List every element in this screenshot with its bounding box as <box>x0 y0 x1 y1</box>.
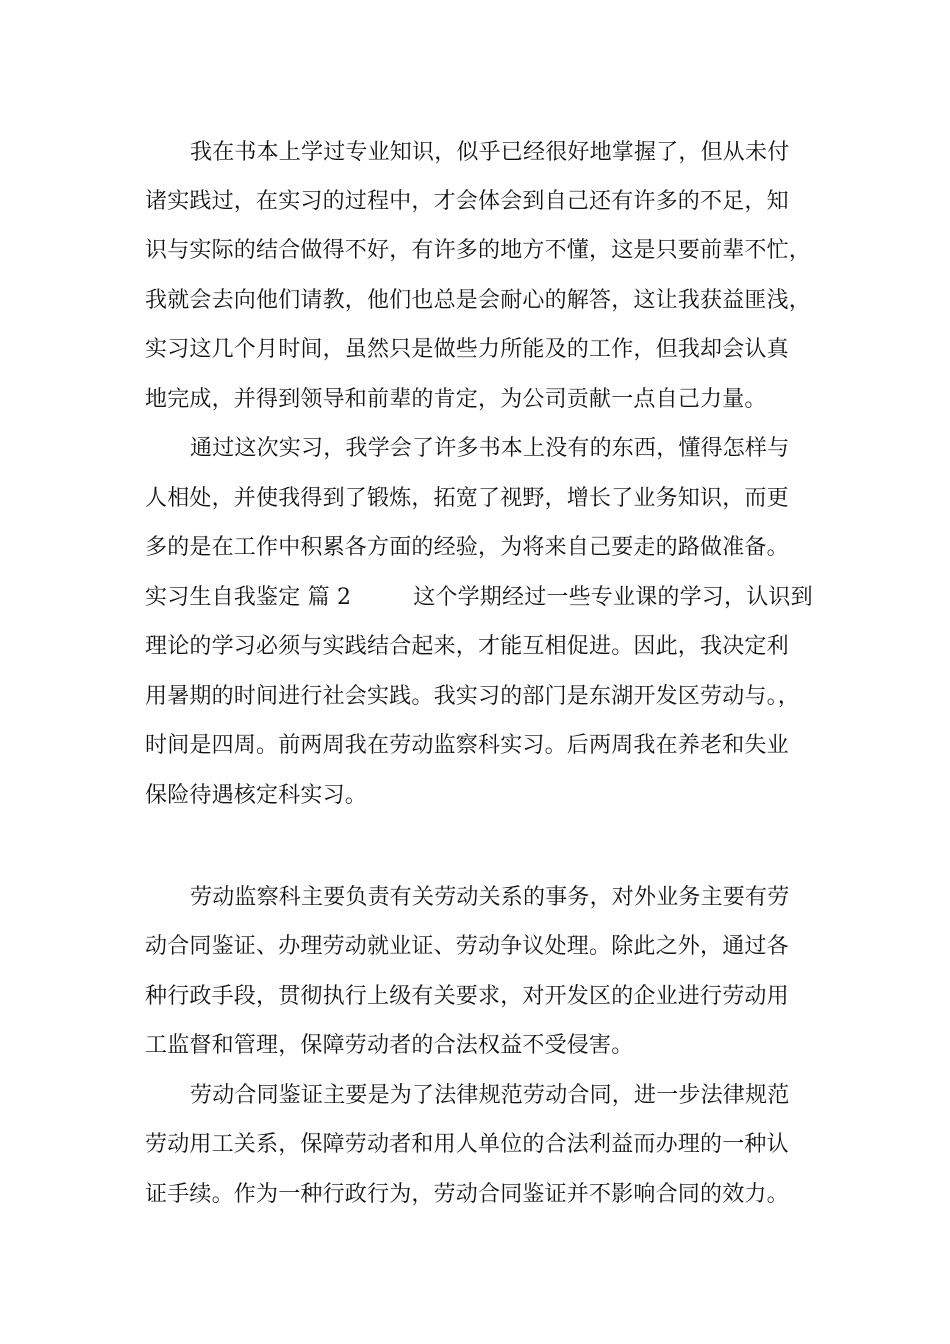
paragraph-5-line-2: 劳动用工关系，保障劳动者和用人单位的合法利益而办理的一种认 <box>145 1132 789 1157</box>
paragraph-4-line-2: 动合同鉴证、办理劳动就业证、劳动争议处理。除此之外，通过各 <box>145 934 789 959</box>
paragraph-1-line-3: 识与实际的结合做得不好，有许多的地方不懂，这是只要前辈不忙， <box>145 238 812 263</box>
paragraph-5-line-1: 劳动合同鉴证主要是为了法律规范劳动合同，进一步法律规范 <box>190 1083 790 1108</box>
paragraph-2-line-3: 多的是在工作中积累各方面的经验，为将来自己要走的路做准备。 <box>145 535 789 560</box>
paragraph-1-line-4: 我就会去向他们请教，他们也总是会耐心的解答，这让我获益匪浅， <box>145 288 812 313</box>
paragraph-1-line-2: 诸实践过，在实习的过程中，才会体会到自己还有许多的不足，知 <box>145 189 789 214</box>
paragraph-2-line-2: 人相处，并使我得到了锻炼，拓宽了视野，增长了业务知识，而更 <box>145 486 789 511</box>
section-heading-line <box>145 584 813 612</box>
paragraph-4-line-4: 工监督和管理，保障劳动者的合法权益不受侵害。 <box>145 1033 634 1058</box>
paragraph-1-line-5: 实习这几个月时间，虽然只是做些力所能及的工作，但我却会认真 <box>145 337 789 362</box>
paragraph-2-line-1: 通过这次实习，我学会了许多书本上没有的东西，懂得怎样与 <box>190 436 790 461</box>
paragraph-5-line-3: 证手续。作为一种行政行为，劳动合同鉴证并不影响合同的效力。 <box>145 1182 789 1207</box>
paragraph-3-line-4: 保险待遇核定科实习。 <box>145 783 368 808</box>
paragraph-3-line-1: 理论的学习必须与实践结合起来，才能互相促进。因此，我决定利 <box>145 634 789 659</box>
paragraph-4-line-3: 种行政手段，贯彻执行上级有关要求，对开发区的企业进行劳动用 <box>145 984 789 1009</box>
paragraph-1-line-1: 我在书本上学过专业知识，似乎已经很好地掌握了，但从未付 <box>190 140 790 165</box>
paragraph-1-line-6: 地完成，并得到领导和前辈的肯定，为公司贡献一点自己力量。 <box>145 387 767 412</box>
section-heading: 实习生自我鉴定 篇 2 <box>145 585 352 610</box>
paragraph-4-line-1: 劳动监察科主要负责有关劳动关系的事务，对外业务主要有劳 <box>190 885 790 910</box>
paragraph-3-line-2: 用暑期的时间进行社会实践。我实习的部门是东湖开发区劳动与。， <box>145 684 801 709</box>
paragraph-3-line-3: 时间是四周。前两周我在劳动监察科实习。后两周我在养老和失业 <box>145 733 789 758</box>
section-heading-text: 这个学期经过一些专业课的学习，认识到 <box>413 585 813 610</box>
